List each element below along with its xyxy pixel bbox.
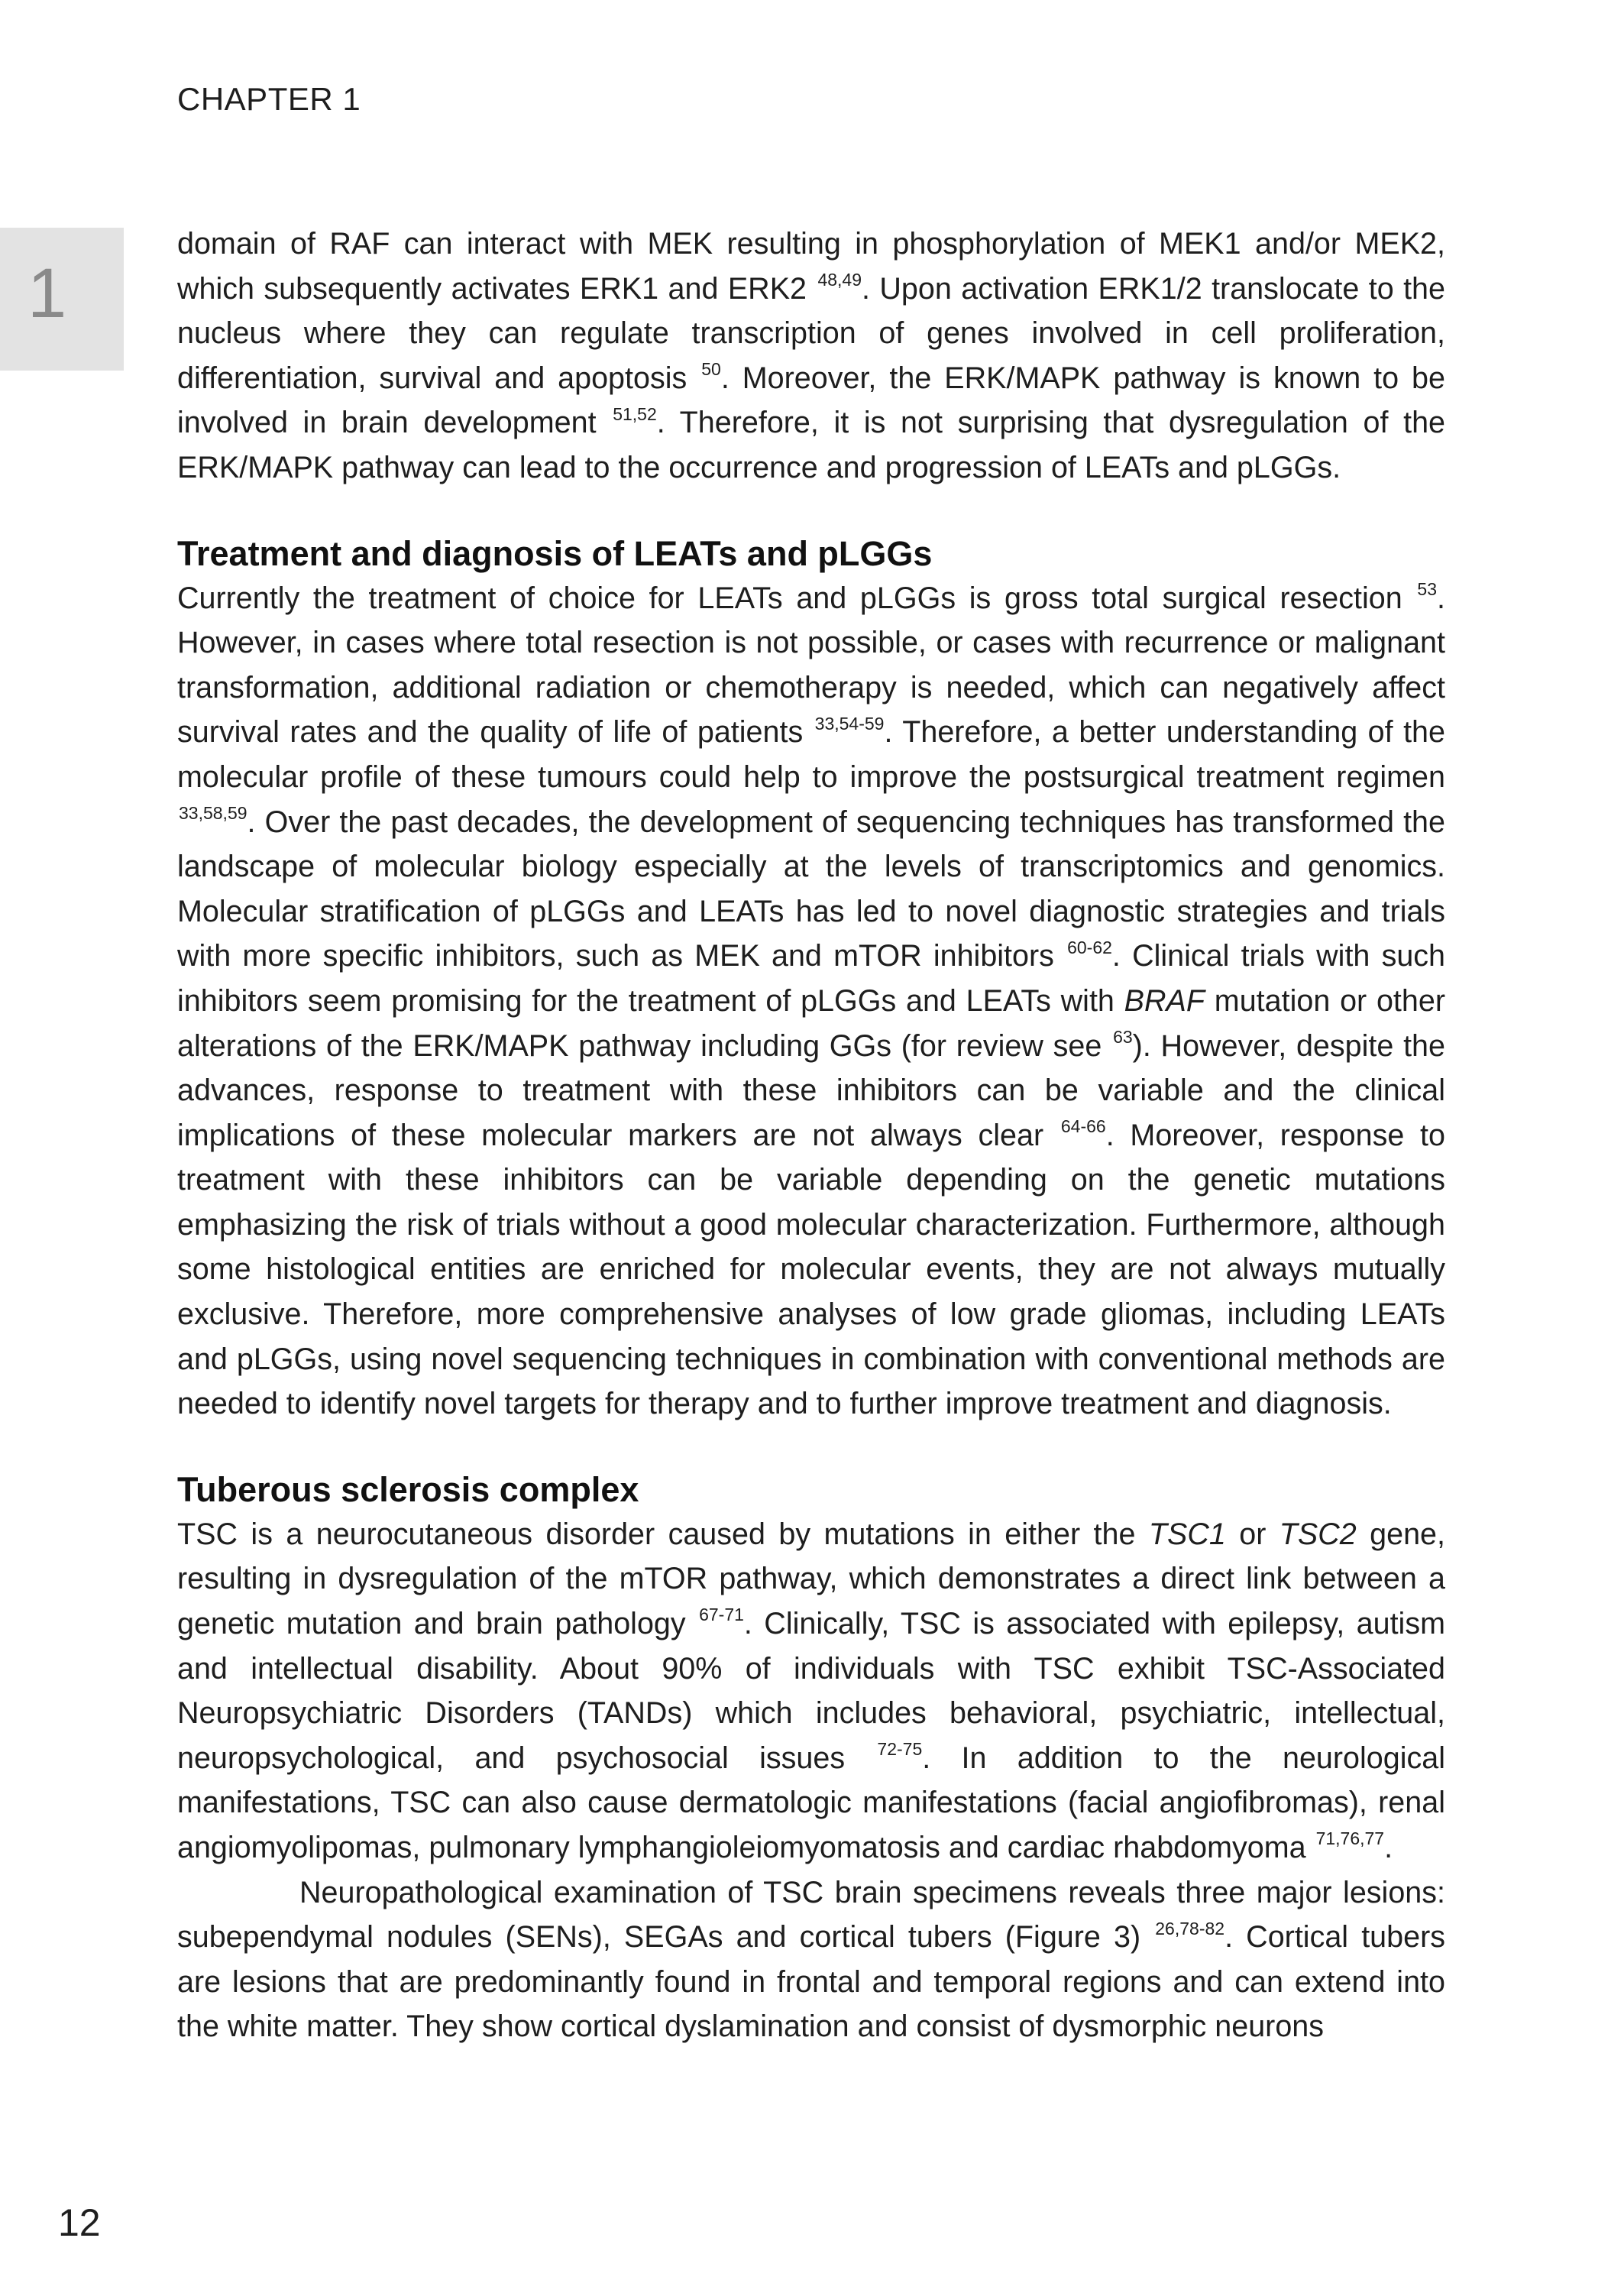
page-number: 12 [58,2201,101,2244]
text-run: TSC is a neurocutaneous disorder caused by mutations in either the [177,1517,1149,1551]
text-run: . However, in cases where total resection is not possible, or cases with recurrence or malignant transformation, additional radiation or chemotherapy is needed, which can negatively affect survival rates and the quality of life of patients [177,581,1445,750]
citation-ref: 72-75 [877,1739,923,1760]
section-heading-treatment: Treatment and diagnosis of LEATs and pLGGs [177,533,933,573]
intro-paragraph [177,222,1445,491]
citation-ref: 48,49 [817,270,862,290]
citation-ref: 53 [1417,579,1438,600]
text-run: . [1384,1831,1393,1864]
text-run: . Clinical trials with such inhibitors seem promising for the treatment of pLGGs and LEATs with [177,939,1446,1018]
citation-ref: 51,52 [613,403,657,424]
citation-ref: 33,54-59 [814,713,885,734]
text-run: mutation or other alterations of the ERK/MAPK pathway including GGs (for review see [177,983,1445,1063]
text-run: or [1225,1517,1279,1551]
text-run: Neuropathological examination of TSC brain specimens reveals three major lesions: subependymal nodules (SENs), SEGAs and cortical tubers (Figure 3) [177,1875,1445,1955]
citation-ref: 26,78-82 [1155,1918,1225,1938]
text-run: . Therefore, a better understanding of the molecular profile of these tumours could help to improve the postsurgical treatment regimen [177,715,1445,794]
section-heading-tsc: Tuberous sclerosis complex [177,1469,639,1509]
text-run: gene, resulting in dysregulation of the mTOR pathway, which demonstrates a direct link between a genetic mutation and brain pathology [177,1517,1445,1641]
gene-name: BRAF [1124,983,1205,1018]
chapter-tab-number: 1 [27,254,67,332]
text-run: . Upon activation ERK1/2 translocate to the nucleus where they can regulate transcription of genes involved in cell proliferation, differentiation, survival and apoptosis [177,271,1445,395]
gene-name: TSC2 [1279,1517,1357,1551]
citation-ref: 71,76,77 [1315,1828,1385,1849]
text-run: . Over the past decades, the development of sequencing techniques has transformed the landscape of molecular biology especially at the levels of transcriptomics and genomics. Molecular stratification of pLGGs and LEATs has led to novel diagnostic strategies and trials with more specific inhibitors, such as MEK and mTOR inhibitors [177,805,1445,973]
citation-ref: 33,58,59 [179,802,247,823]
chapter-tab [0,228,124,371]
tsc-paragraph [177,1512,1445,1870]
text-run: . Moreover, the ERK/MAPK pathway is known to be involved in brain development [177,361,1445,440]
text-run: Currently the treatment of choice for LEATs and pLGGs is gross total surgical resection [177,581,1416,615]
gene-name: TSC1 [1148,1517,1226,1551]
citation-ref: 63 [1113,1026,1133,1047]
text-run: . In addition to the neurological manifestations, TSC can also cause dermatologic manifestations (facial angiofibromas), renal angiomyolipomas, pulmonary lymphangioleiomyomatosis and cardiac rhabdomyoma [177,1741,1445,1864]
treatment-paragraph [177,576,1445,1427]
text-run: . Moreover, response to treatment with these inhibitors can be variable depending on the genetic mutations emphasizing the risk of trials without a good molecular characterization. Furthermore, although some histological entities are enriched for molecular events, they are not always mutually exclusive. Therefore, more comprehensive analyses of low grade gliomas, including LEATs and pLGGs, using novel sequencing techniques in combination with conventional methods are needed to identify novel targets for therapy and to further improve treatment and diagnosis. [177,1118,1445,1421]
text-run: . Clinically, TSC is associated with epilepsy, autism and intellectual disability. About 90% of individuals with TSC exhibit TSC-Associated Neuropsychiatric Disorders (TANDs) which includes behavioral, psychiatric, intellectual, neuropsychological, and psychosocial issues [177,1607,1445,1775]
running-head: CHAPTER 1 [177,81,361,117]
citation-ref: 60-62 [1067,937,1112,957]
citation-ref: 64-66 [1060,1116,1106,1137]
text-run: . Therefore, it is not surprising that dysregulation of the ERK/MAPK pathway can lead to the occurrence and progression of LEATs and pLGGs. [177,406,1446,484]
citation-ref: 67-71 [699,1605,744,1625]
text-run: . Cortical tubers are lesions that are predominantly found in frontal and temporal regions and can extend into the white matter. They show cortical dyslamination and consist of dysmorphic neurons [177,1920,1445,2044]
text-run: ). However, despite the advances, response to treatment with these inhibitors can be variable and the clinical implications of these molecular markers are not always clear [177,1028,1445,1152]
page-body [177,222,1445,2049]
citation-ref: 50 [701,359,721,380]
neuropathology-paragraph [177,1870,1445,2049]
text-run: domain of RAF can interact with MEK resulting in phosphorylation of MEK1 and/or MEK2, which subsequently activates ERK1 and ERK2 [177,227,1445,306]
